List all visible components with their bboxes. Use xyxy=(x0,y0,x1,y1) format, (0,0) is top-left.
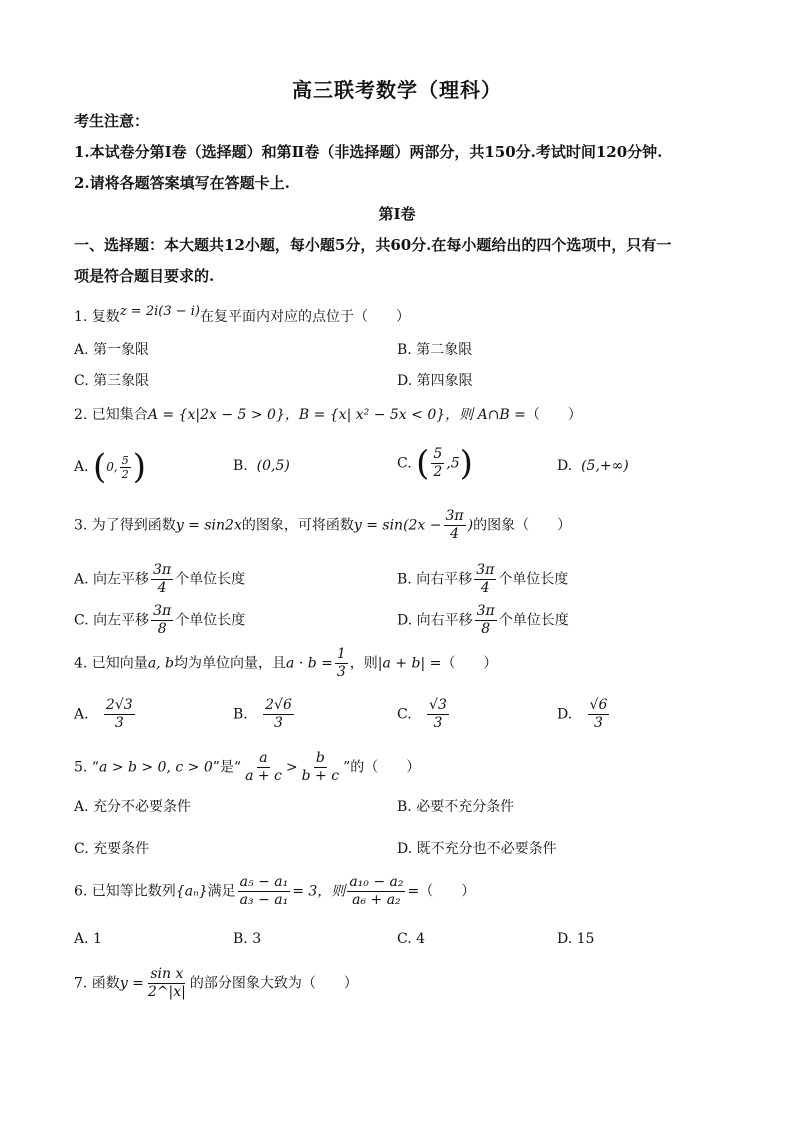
q3-option-b-tail: 个单位长度 xyxy=(498,571,569,588)
question-5-fraction-2 xyxy=(300,750,341,785)
fraction-denominator: 2 xyxy=(121,467,129,481)
q4-option-c-label: C. xyxy=(397,706,412,723)
q3-option-c-tail: 个单位长度 xyxy=(175,612,246,629)
fraction-numerator: √6 xyxy=(589,697,608,713)
fraction-numerator: 5 xyxy=(433,446,443,462)
q3-option-c[interactable] xyxy=(74,603,245,638)
fraction-numerator: 3π xyxy=(153,603,172,619)
q1-option-b[interactable]: B. 第二象限 xyxy=(397,342,473,358)
q1-option-d[interactable]: D. 第四象限 xyxy=(397,373,473,389)
fraction-denominator: b + c xyxy=(301,768,340,784)
fraction-numerator: a xyxy=(259,750,268,766)
q3-option-d[interactable] xyxy=(397,603,569,638)
paren-right: ) xyxy=(459,443,473,484)
question-5-pre: 5. “ xyxy=(74,759,99,776)
notice-item-2: 2.请将各题答案填写在答题卡上. xyxy=(74,174,290,192)
fraction-denominator: 3 xyxy=(433,715,443,731)
q4-option-a-label: A. xyxy=(74,706,89,723)
q4-option-d[interactable] xyxy=(557,697,611,732)
question-5-mid: ”是“ xyxy=(212,759,242,776)
q4-option-d-fraction xyxy=(588,697,610,732)
question-7-post: 的部分图象大致为（ ） xyxy=(189,975,358,992)
section-line-2: 项是符合题目要求的. xyxy=(74,267,215,285)
q4-option-b-fraction xyxy=(263,697,294,732)
question-4-mid: 均为单位向量，且 xyxy=(174,655,287,672)
question-3-pre: 3. 为了得到函数 xyxy=(74,517,176,534)
q4-option-b[interactable] xyxy=(233,697,296,732)
question-6-fraction-1 xyxy=(238,874,291,909)
q3-option-a[interactable] xyxy=(74,562,245,597)
q3-option-b-label: B. 向右平移 xyxy=(397,571,473,588)
question-4-formula-2: a · b = xyxy=(286,655,333,672)
fraction-denominator: a₆ + a₂ xyxy=(352,892,401,908)
q2-option-a-fraction xyxy=(120,454,131,481)
greater-than-symbol: > xyxy=(285,759,298,776)
fraction-numerator: 3π xyxy=(445,508,464,524)
q2-option-d[interactable] xyxy=(557,458,629,474)
question-7-formula: y = xyxy=(119,975,144,992)
question-6-fraction-2 xyxy=(347,874,405,909)
question-5-fraction-1 xyxy=(243,750,284,785)
q3-option-d-fraction xyxy=(475,603,497,638)
fraction-numerator: 1 xyxy=(336,646,346,662)
question-5-post: ”的（ ） xyxy=(343,759,421,776)
q2-option-b-math: (0,5) xyxy=(256,458,290,474)
question-4-pre: 4. 已知向量 xyxy=(74,655,148,672)
q3-option-a-tail: 个单位长度 xyxy=(175,571,246,588)
fraction-denominator: 4 xyxy=(157,580,167,596)
question-3-formula-1: y = sin2x xyxy=(175,517,242,534)
question-4-post: （ ） xyxy=(441,655,498,672)
question-7 xyxy=(74,966,358,1001)
question-1-pre: 1. 复数 xyxy=(74,309,120,325)
q3-option-a-fraction xyxy=(151,562,173,597)
fraction-numerator: 3π xyxy=(476,562,495,578)
section-line-1: 一、选择题：本大题共12小题，每小题5分，共60分.在每小题给出的四个选项中，只有一 xyxy=(74,236,672,254)
fraction-denominator: 3 xyxy=(594,715,603,731)
q2-option-d-label: D. xyxy=(557,458,573,474)
question-3 xyxy=(74,508,571,543)
q5-option-a[interactable]: A. 充分不必要条件 xyxy=(74,799,192,815)
fraction-denominator: 8 xyxy=(157,621,167,637)
notice-heading: 考生注意： xyxy=(74,112,150,130)
q4-option-d-label: D. xyxy=(557,706,573,723)
q1-option-a[interactable]: A. 第一象限 xyxy=(74,342,150,358)
q2-option-c[interactable] xyxy=(397,443,473,484)
fraction-denominator: 2^|x| xyxy=(147,984,186,1000)
question-3-formula-2: y = sin(2x − xyxy=(353,517,442,534)
fraction-numerator: a₅ − a₁ xyxy=(239,874,289,890)
fraction-denominator: a₃ − a₁ xyxy=(239,892,289,908)
fraction-numerator: 3π xyxy=(153,562,172,578)
q3-option-d-label: D. 向右平移 xyxy=(397,612,473,629)
fraction-numerator: b xyxy=(315,750,325,766)
fraction-denominator: 2 xyxy=(433,464,443,480)
q2-option-a-label: A. xyxy=(74,459,89,475)
fraction-denominator: 3 xyxy=(274,715,283,731)
q4-option-b-label: B. xyxy=(233,706,248,723)
paren-left: ( xyxy=(416,443,430,484)
fraction-numerator: sin x xyxy=(150,966,184,982)
question-6-formula: {aₙ} xyxy=(175,883,208,900)
fraction-denominator: a + c xyxy=(245,768,282,784)
question-6 xyxy=(74,874,475,909)
q4-option-c[interactable] xyxy=(397,697,451,732)
question-1 xyxy=(74,306,410,326)
q4-option-a-fraction xyxy=(104,697,135,732)
question-6-mid: 满足 xyxy=(207,883,236,900)
question-3-mid: 的图象，可将函数 xyxy=(241,517,354,534)
q6-option-c[interactable]: C. 4 xyxy=(397,931,426,947)
fraction-numerator: 2√3 xyxy=(105,697,133,713)
q5-option-b[interactable]: B. 必要不充分条件 xyxy=(397,799,515,815)
fraction-denominator: 4 xyxy=(480,580,490,596)
paren-left: ( xyxy=(93,447,107,487)
volume-heading: 第Ⅰ卷 xyxy=(378,205,416,223)
notice-item-1: 1.本试卷分第Ⅰ卷（选择题）和第Ⅱ卷（非选择题）两部分，共150分.考试时间120分钟. xyxy=(74,143,663,161)
q2-option-b-label: B. xyxy=(233,458,248,474)
question-4-fraction xyxy=(335,646,348,681)
question-7-pre: 7. 函数 xyxy=(74,975,120,992)
fraction-numerator: 3π xyxy=(476,603,495,619)
question-5 xyxy=(74,750,420,785)
q3-option-c-label: C. 向左平移 xyxy=(74,612,150,629)
q6-option-b[interactable]: B. 3 xyxy=(233,931,262,947)
q6-option-a[interactable]: A. 1 xyxy=(74,931,102,947)
q3-option-a-label: A. 向左平移 xyxy=(74,571,150,588)
fraction-numerator: 5 xyxy=(121,453,129,467)
q1-option-c[interactable]: C. 第三象限 xyxy=(74,373,150,389)
question-1-formula: z = 2i(3 − i) xyxy=(119,304,200,319)
question-4-formula-3: |a + b| = xyxy=(377,655,442,672)
q3-option-d-tail: 个单位长度 xyxy=(498,612,569,629)
question-2-pre: 2. 已知集合 xyxy=(74,407,148,423)
q2-option-d-math: (5,+∞) xyxy=(581,458,629,474)
question-2-formula: A = {x|2x − 5 > 0}，B = {x| x² − 5x < 0}，则 A∩B = xyxy=(147,407,526,423)
q3-option-b[interactable] xyxy=(397,562,568,597)
q3-option-b-fraction xyxy=(474,562,496,597)
paren-right: ) xyxy=(467,517,474,534)
q2-option-c-label: C. xyxy=(397,455,412,472)
fraction-denominator: 3 xyxy=(336,664,346,680)
q3-option-c-fraction xyxy=(151,603,173,638)
question-6-post: =（ ） xyxy=(407,883,476,900)
question-4-mid2: ，则 xyxy=(349,655,378,672)
question-2-post: （ ） xyxy=(525,407,582,423)
question-3-post: 的图象（ ） xyxy=(473,517,572,534)
question-5-formula-1: a > b > 0, c > 0 xyxy=(98,759,213,776)
fraction-denominator: 8 xyxy=(481,621,491,637)
question-6-mid2: = 3，则 xyxy=(292,883,346,900)
question-3-fraction xyxy=(444,508,466,543)
q2-option-b[interactable] xyxy=(233,458,290,474)
fraction-numerator: a₁₀ − a₂ xyxy=(349,874,404,890)
question-6-pre: 6. 已知等比数列 xyxy=(74,883,176,900)
question-4-formula-1: a, b xyxy=(147,655,175,672)
q5-option-d[interactable]: D. 既不充分也不必要条件 xyxy=(397,841,557,857)
q2-option-a[interactable] xyxy=(74,447,146,487)
q5-option-c[interactable]: C. 充要条件 xyxy=(74,841,150,857)
fraction-denominator: 4 xyxy=(450,526,460,542)
fraction-numerator: 2√6 xyxy=(265,697,292,713)
fraction-denominator: 3 xyxy=(114,715,124,731)
paren-right: ) xyxy=(132,447,146,487)
q2-option-c-fraction xyxy=(431,446,444,481)
fraction-numerator: √3 xyxy=(429,697,447,713)
question-7-fraction xyxy=(146,966,188,1001)
question-4 xyxy=(74,646,497,681)
q6-option-d[interactable]: D. 15 xyxy=(557,931,595,947)
q2-option-a-math: 0, xyxy=(106,460,118,474)
question-2 xyxy=(74,404,582,424)
question-1-post: 在复平面内对应的点位于（ ） xyxy=(199,309,410,325)
q2-option-c-math: ,5 xyxy=(446,455,460,472)
page-title: 高三联考数学（理科） xyxy=(292,78,502,102)
q4-option-a[interactable] xyxy=(74,697,137,732)
q4-option-c-fraction xyxy=(427,697,449,732)
